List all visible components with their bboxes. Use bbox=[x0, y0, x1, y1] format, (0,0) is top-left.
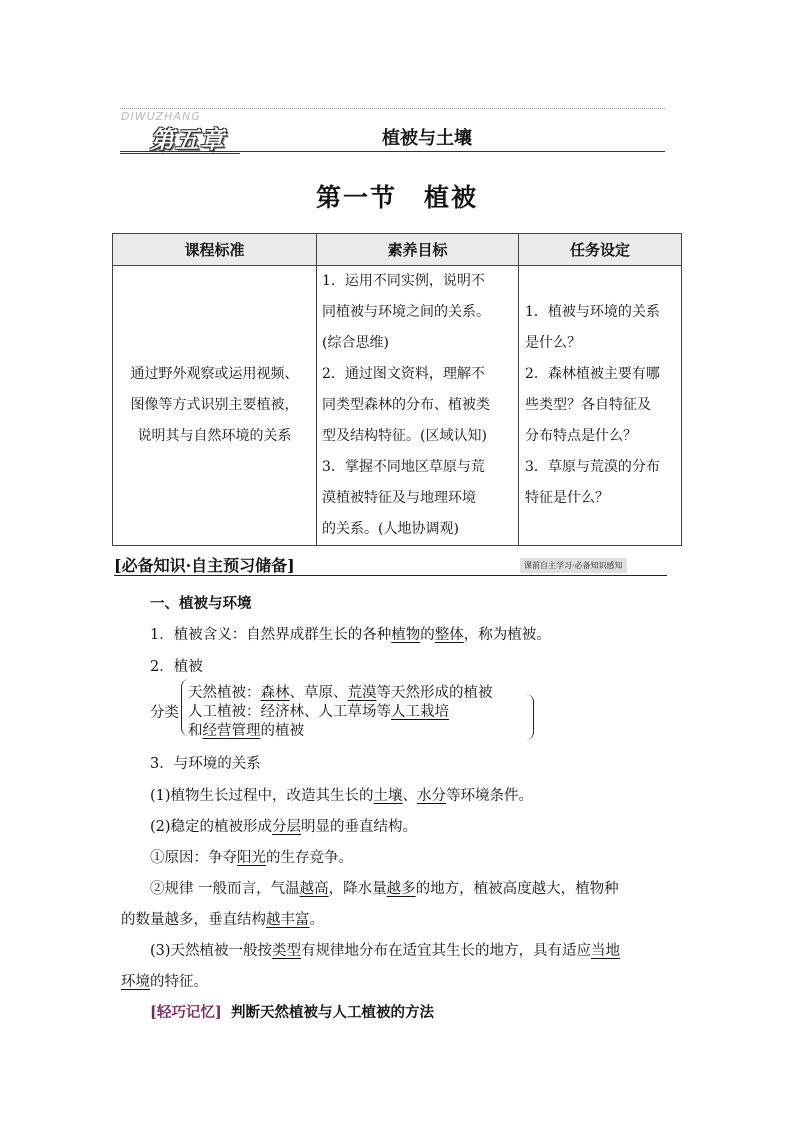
task-line: 特征是什么？ bbox=[525, 490, 609, 506]
heading-vegetation: 2．植被 bbox=[150, 659, 203, 675]
knowledge-section-rule bbox=[114, 575, 667, 576]
goal-line: 同类型森林的分布、植被类 bbox=[322, 397, 490, 413]
memory-tip-text: 判断天然植被与人工植被的方法 bbox=[230, 1004, 434, 1021]
heading-relation-to-environment: 3．与环境的关系 bbox=[150, 756, 261, 772]
text-segment: 的地方，植被高度越大，植物种 bbox=[415, 881, 619, 897]
header-rule-accent bbox=[120, 153, 240, 154]
artificial-vegetation-line-2 bbox=[188, 719, 304, 740]
text-segment: 。 bbox=[309, 912, 324, 928]
blank-answer: 人工栽培 bbox=[391, 704, 449, 720]
task-line: 2．森林植被主要有哪 bbox=[525, 366, 660, 382]
blank-answer: 越多 bbox=[386, 881, 416, 897]
text-segment: 、 bbox=[402, 788, 418, 804]
paragraph-line bbox=[121, 970, 208, 991]
heading-plant-and-environment: 一、植被与环境 bbox=[150, 595, 252, 612]
header-tasks: 任务设定 bbox=[519, 234, 682, 266]
chapter-number: 第五章 bbox=[150, 126, 225, 154]
text-segment: (2)稳定的植被形成 bbox=[150, 819, 273, 835]
course-standard-line: 通过野外观察或运用视频、 bbox=[130, 366, 299, 382]
paragraph-line bbox=[150, 939, 620, 960]
blank-answer: 当地 bbox=[591, 943, 621, 959]
course-standard-line: 说明其与自然环境的关系 bbox=[137, 428, 292, 444]
blank-answer: 经营管理 bbox=[202, 723, 261, 739]
goal-line: (综合思维) bbox=[322, 335, 389, 351]
goal-line: 2．通过图文资料，理解不 bbox=[322, 366, 485, 382]
text-segment: 人工植被：经济林、人工草场等 bbox=[188, 704, 391, 720]
blank-answer: 整体 bbox=[434, 627, 464, 643]
text-segment: ，降水量 bbox=[328, 881, 387, 897]
memory-tip-tag: [轻巧记忆] bbox=[150, 1004, 222, 1021]
table-header-row bbox=[113, 234, 682, 266]
paragraph-line bbox=[150, 846, 353, 867]
goal-line: 型及结构特征。(区域认知) bbox=[322, 428, 487, 444]
tasks-cell bbox=[519, 266, 682, 546]
task-line: 是什么？ bbox=[525, 335, 581, 351]
right-brace bbox=[523, 694, 534, 740]
task-line: 1．植被与环境的关系 bbox=[525, 304, 660, 320]
classification-label: 分类 bbox=[150, 705, 179, 721]
blank-answer: 环境 bbox=[121, 974, 150, 990]
header-literacy-goals: 素养目标 bbox=[317, 234, 519, 266]
paragraph-line bbox=[121, 908, 324, 929]
paragraph-line bbox=[150, 784, 533, 805]
course-standard-line: 图像等方式识别主要植被， bbox=[130, 397, 299, 413]
text-segment: 的特征。 bbox=[150, 974, 208, 990]
task-line: 些类型？各自特征及 bbox=[525, 397, 651, 413]
text-segment: 、草原、 bbox=[289, 685, 348, 701]
definition-line bbox=[150, 623, 551, 644]
table-body-row bbox=[113, 266, 682, 546]
paragraph-line bbox=[150, 877, 619, 898]
blank-answer: 水分 bbox=[417, 788, 447, 804]
natural-vegetation-line bbox=[188, 681, 493, 702]
text-segment: (1)植物生长过程中，改造其生长的 bbox=[150, 788, 374, 804]
goal-line: 漠植被特征及与地理环境 bbox=[322, 490, 476, 506]
text-segment: 的植被 bbox=[260, 723, 304, 739]
text-segment: 1．植被含义：自然界成群生长的各种 bbox=[150, 627, 392, 643]
text-segment: 有规律地分布在适宜其生长的地方，具有适应 bbox=[301, 943, 592, 959]
goal-line: 1．运用不同实例，说明不 bbox=[322, 273, 485, 289]
task-line: 分布特点是什么？ bbox=[525, 428, 637, 444]
text-segment: 天然植被： bbox=[188, 685, 261, 701]
text-segment: ②规律 一般而言，气温 bbox=[150, 881, 300, 897]
blank-answer: 土壤 bbox=[373, 788, 403, 804]
blank-answer: 森林 bbox=[260, 685, 290, 701]
knowledge-section-tag: 课前自主学习·必备知识感知 bbox=[520, 558, 627, 573]
literacy-goals-cell bbox=[317, 266, 519, 546]
goal-line: 3．掌握不同地区草原与荒 bbox=[322, 459, 485, 475]
blank-answer: 荒漠 bbox=[347, 685, 377, 701]
blank-answer: 越高 bbox=[299, 881, 329, 897]
text-segment: 的数量越多，垂直结构 bbox=[121, 912, 266, 928]
text-segment: 和 bbox=[188, 723, 203, 739]
text-segment: ①原因：争夺 bbox=[150, 850, 237, 866]
goal-line: 的关系。(人地协调观) bbox=[322, 521, 459, 537]
standards-table bbox=[112, 233, 682, 546]
header-rule bbox=[120, 151, 665, 152]
text-segment: 的 bbox=[420, 627, 435, 643]
blank-answer: 越丰富 bbox=[266, 912, 310, 928]
section-title: 第一节 植被 bbox=[315, 183, 478, 212]
chapter-title: 植被与土壤 bbox=[382, 128, 472, 149]
text-segment: ，称为植被。 bbox=[463, 627, 551, 643]
text-segment: (3)天然植被一般按 bbox=[150, 943, 273, 959]
chapter-pinyin-watermark: DIWUZHANG bbox=[121, 110, 201, 123]
blank-answer: 类型 bbox=[272, 943, 302, 959]
header-course-standard: 课程标准 bbox=[113, 234, 317, 266]
course-standard-cell bbox=[113, 266, 317, 546]
knowledge-section-title: [必备知识·自主预习储备] bbox=[114, 556, 295, 575]
artificial-vegetation-line bbox=[188, 700, 449, 721]
blank-answer: 阳光 bbox=[237, 850, 266, 866]
text-segment: 等天然形成的植被 bbox=[376, 685, 493, 701]
blank-answer: 分层 bbox=[272, 819, 302, 835]
text-segment: 明显的垂直结构。 bbox=[301, 819, 418, 835]
paragraph-line bbox=[150, 815, 417, 836]
blank-answer: 植物 bbox=[391, 627, 421, 643]
memory-tip-line bbox=[150, 1001, 434, 1022]
text-segment: 的生存竞争。 bbox=[266, 850, 353, 866]
task-line: 3．草原与荒漠的分布 bbox=[525, 459, 660, 475]
goal-line: 同植被与环境之间的关系。 bbox=[322, 304, 490, 320]
text-segment: 等环境条件。 bbox=[446, 788, 534, 804]
header-dotted-rule bbox=[120, 108, 665, 109]
